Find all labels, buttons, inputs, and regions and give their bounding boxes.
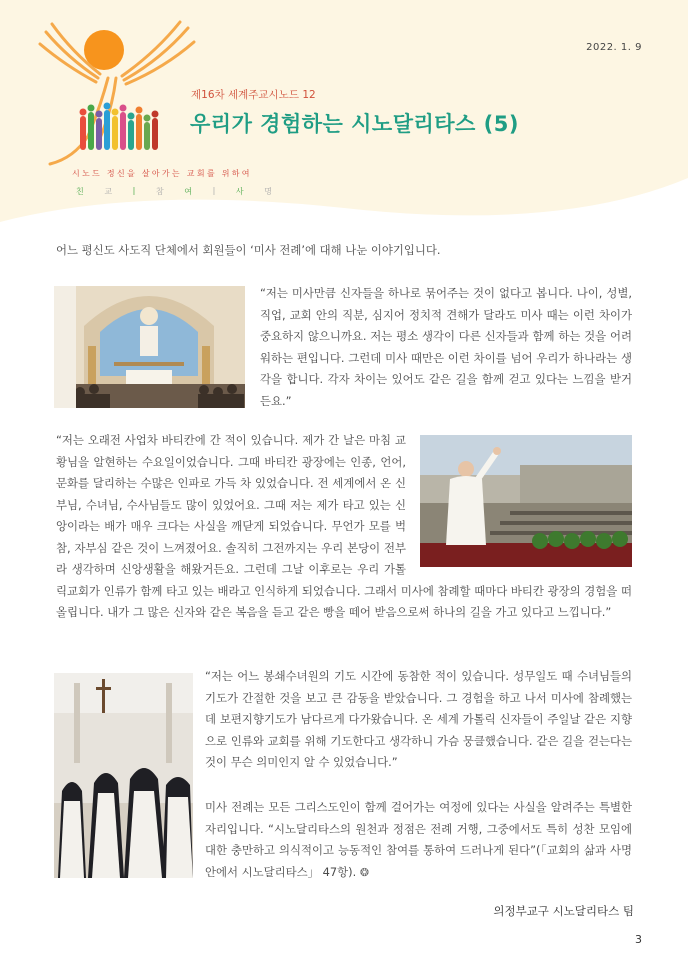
end-mark-icon: ❂ (359, 865, 370, 879)
paragraph-2-text: “저는 오래전 사업차 바티칸에 간 적이 있습니다. 제가 간 날은 마침 교황님을 알현하는 수요일이었습니다. 그때 바티칸 광장에는 인종, 언어, 문화를 달리하는 수많은 인파로 가득 차 있었습니다. 전 세계에서 온 신부님, 수녀님, 수사님들도 많이 있었어요. 그때 저는 제가 타고 있는 신앙이라는 배가 매우 크다는 사실을 깨닫게 되었습니다. 무언가 모를 벅참, 자부심 같은 것이 느껴졌어요. 솔직히 그전까지는 우리 본당이 전부라 생각하며 신앙생활을 해왔거든요. 그런데 그날 이후로는 우리 가톨릭교회가 인류가 함께 타고 있는 배라고 인식하게 되었습니다. 그래서 미사에 참례할 때마다 바티칸 광장의 경험을 떠올립니다. 내가 그 많은 신자와 같은 복음을 듣고 같은 빵을 떼어 받음으로써 하나의 길을 가고 있다고 느낍니다.” (56, 433, 632, 619)
motto-char: 명 (264, 187, 272, 196)
author-signature: 의정부교구 시노달리타스 팀 (493, 904, 634, 918)
synod-tagline: 시노드 정신을 살아가는 교회를 위하여 (72, 169, 252, 178)
synod-logo (38, 18, 198, 168)
issue-date: 2022. 1. 9 (586, 42, 642, 53)
closing-paragraph (205, 797, 632, 883)
series-label: 제16차 세계주교시노드 12 (191, 89, 316, 101)
article-intro: 어느 평신도 사도직 단체에서 회원들이 ‘미사 전례’에 대해 나눈 이야기입니다. (56, 243, 441, 257)
page-number: 3 (635, 933, 642, 946)
people-figures (80, 103, 159, 151)
motto-char: 사 (235, 187, 244, 196)
closing-text: 미사 전례는 모든 그리스도인이 함께 걸어가는 여정에 있다는 사실을 알려주는 특별한 자리입니다. “시노달리타스의 원천과 정점은 전례 거행, 그중에서도 특히 성찬 모임에 대한 충만하고 의식적이고 능동적인 참여를 통하여 드러나게 된다”(「교회의 삶과 사명 안에서 시노달리타스」 47항). (205, 800, 632, 879)
motto-char: 여 (184, 187, 193, 196)
church-mass-photo (54, 286, 245, 408)
motto-char: 교 (104, 187, 113, 196)
page-title: 우리가 경험하는 시노달리타스 (5) (190, 112, 519, 136)
testimony-paragraph-1: “저는 미사만큼 신자들을 하나로 묶어주는 것이 없다고 봅니다. 나이, 성별, 직업, 교회 안의 직분, 심지어 정치적 견해가 달라도 미사 때는 이런 차이가 중요하지 않으니까요. 저는 평소 생각이 다른 신자들과 함께 하는 것을 어려워하는 편입니다. 그런데 미사 때만은 이런 차이를 넘어 우리가 하나라는 생각을 합니다. 각자 차이는 있어도 같은 길을 함께 걷고 있다는 느낌을 받거든요.” (260, 286, 632, 408)
motto-char: 참 (155, 187, 164, 196)
motto-separator: | (132, 186, 136, 195)
testimony-paragraph-3: “저는 어느 봉쇄수녀원의 기도 시간에 동참한 적이 있습니다. 성무일도 때 수녀님들의 기도가 간절한 것을 보고 큰 감동을 받았습니다. 그 경험을 하고 나서 미사에 참례했는데 보편지향기도가 남다르게 다가왔습니다. 온 세계 가톨릭 신자들이 주일날 같은 지향으로 인류와 교회를 위해 기도한다고 생각하니 가슴 뭉클했습니다. 같은 길을 걷는다는 것이 무슨 의미인지 알 수 있었습니다.” (205, 669, 632, 769)
nuns-prayer-photo (54, 673, 193, 878)
pope-vatican-photo (420, 435, 632, 567)
synod-motto (76, 186, 272, 197)
motto-separator: | (212, 186, 216, 195)
motto-char: 친 (76, 187, 84, 196)
testimony-paragraph-2 (56, 430, 632, 624)
